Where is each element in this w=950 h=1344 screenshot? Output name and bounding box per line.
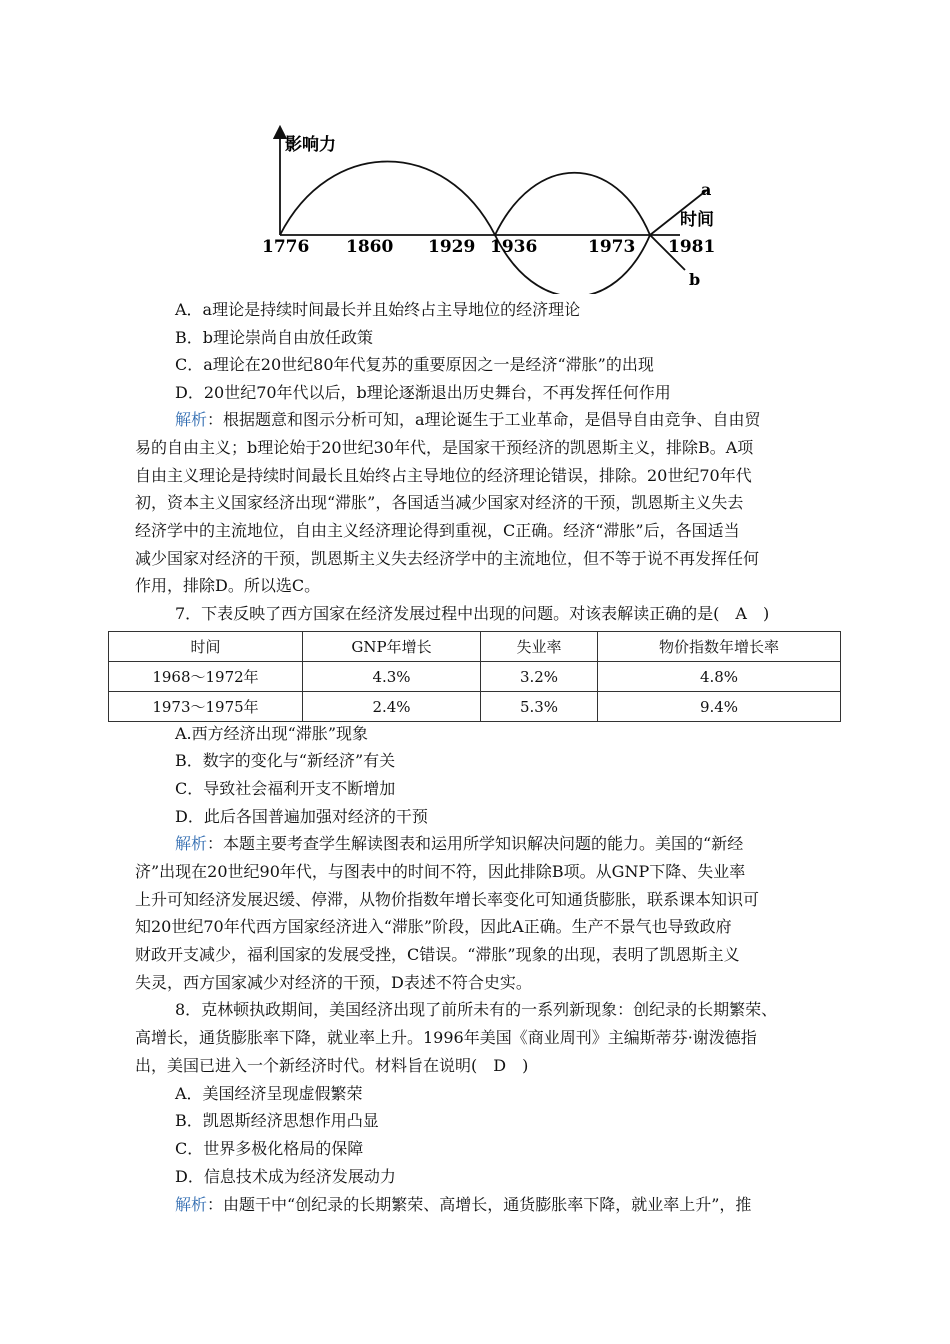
q7-analysis-line: 财政开支减少，福利国家的发展受挫，C错误。“滞胀”现象的出现，表明了凯恩斯主义	[135, 945, 740, 964]
q6-option-a: A．a理论是持续时间最长并且始终占主导地位的经济理论	[175, 300, 581, 319]
q7-option-b: B．数字的变化与“新经济”有关	[175, 751, 396, 770]
q6-analysis-label: 解析	[175, 410, 208, 429]
q8-option-a: A．美国经济呈现虚假繁荣	[175, 1084, 363, 1103]
q6-option-d: D．20世纪70年代以后，b理论逐渐退出历史舞台，不再发挥任何作用	[175, 383, 671, 402]
year-tick-1936: 1936	[490, 237, 538, 257]
table-cell: 4.3%	[303, 662, 481, 692]
q7-data-table	[108, 631, 841, 722]
q7-analysis-line: 上升可知经济发展迟缓、停滞，从物价指数年增长率变化可知通货膨胀，联系课本知识可	[135, 890, 760, 909]
table-row	[109, 692, 841, 722]
curve-a	[280, 162, 707, 236]
q6-analysis-line: 初，资本主义国家经济出现“滞胀”，各国适当减少国家对经济的干预，凯恩斯主义失去	[135, 493, 744, 512]
influence-chart	[255, 122, 735, 294]
x-axis-label: 时间	[680, 210, 714, 230]
table-header-cell: 失业率	[481, 632, 598, 662]
q7-analysis-line: 解析：本题主要考查学生解读图表和运用所学知识解决问题的能力。美国的“新经	[175, 834, 744, 853]
q6-option-b: B．b理论崇尚自由放任政策	[175, 328, 374, 347]
q6-analysis-line: 经济学中的主流地位，自由主义经济理论得到重视，C正确。经济“滞胀”后，各国适当	[135, 521, 740, 540]
q7-analysis-line: 济”出现在20世纪90年代，与图表中的时间不符，因此排除B项。从GNP下降、失业率	[135, 862, 746, 881]
year-tick-1860: 1860	[346, 237, 394, 257]
table-header-cell: 物价指数年增长率	[598, 632, 841, 662]
q7-option-c: C．导致社会福利开支不断增加	[175, 779, 396, 798]
y-axis-label: 影响力	[285, 135, 336, 155]
q7-option-a: A.西方经济出现“滞胀”现象	[175, 724, 369, 743]
q7-option-d: D．此后各国普遍加强对经济的干预	[175, 807, 428, 826]
q8-option-d: D．信息技术成为经济发展动力	[175, 1167, 396, 1186]
q8-option-b: B．凯恩斯经济思想作用凸显	[175, 1111, 379, 1130]
q6-analysis-line: 作用，排除D。所以选C。	[135, 576, 321, 595]
table-cell: 5.3%	[481, 692, 598, 722]
q6-analysis-line: 减少国家对经济的干预，凯恩斯主义失去经济学中的主流地位，但不等于说不再发挥任何	[135, 549, 760, 568]
q8-option-c: C．世界多极化格局的保障	[175, 1139, 364, 1158]
table-cell: 2.4%	[303, 692, 481, 722]
table-header-row	[109, 632, 841, 662]
q6-analysis-line: 自由主义理论是持续时间最长且始终占主导地位的经济理论错误，排除。20世纪70年代	[135, 466, 752, 485]
q7-analysis-line: 知20世纪70年代西方国家经济进入“滞胀”阶段，因此A正确。生产不景气也导致政府	[135, 917, 732, 936]
q8-stem-line: 高增长，通货膨胀率下降，就业率上升。1996年美国《商业周刊》主编斯蒂芬·谢泼德指	[135, 1028, 757, 1047]
table-cell: 1968～1972年	[109, 662, 303, 692]
q6-analysis-line: 易的自由主义；b理论始于20世纪30年代，是国家干预经济的凯恩斯主义，排除B。A项	[135, 438, 754, 457]
table-cell: 4.8%	[598, 662, 841, 692]
q7-analysis-line: 失灵，西方国家减少对经济的干预，D表述不符合史实。	[135, 973, 532, 992]
q8-stem-line: 8．克林顿执政期间，美国经济出现了前所未有的一系列新现象：创纪录的长期繁荣、	[175, 1000, 778, 1019]
q6-analysis-line: 解析：根据题意和图示分析可知，a理论诞生于工业革命，是倡导自由竞争、自由贸	[175, 410, 761, 429]
table-cell: 3.2%	[481, 662, 598, 692]
table-cell: 1973～1975年	[109, 692, 303, 722]
table-cell: 9.4%	[598, 692, 841, 722]
table-header-cell: GNP年增长	[303, 632, 481, 662]
curve-b-label: b	[689, 270, 701, 289]
year-tick-1929: 1929	[428, 237, 476, 257]
year-tick-1981: 1981	[668, 237, 716, 257]
q8-stem-line: 出，美国已进入一个新经济时代。材料旨在说明( D )	[135, 1056, 529, 1075]
q6-option-c: C．a理论在20世纪80年代复苏的重要原因之一是经济“滞胀”的出现	[175, 355, 654, 374]
table-row	[109, 662, 841, 692]
curve-a-label: a	[701, 180, 712, 199]
year-tick-1776: 1776	[262, 237, 310, 257]
q8-analysis-label: 解析	[175, 1195, 208, 1214]
table-header-cell: 时间	[109, 632, 303, 662]
q8-analysis-line: 解析：由题干中“创纪录的长期繁荣、高增长，通货膨胀率下降，就业率上升”，推	[175, 1195, 752, 1214]
q7-analysis-label: 解析	[175, 834, 208, 853]
year-tick-1973: 1973	[588, 237, 636, 257]
q7-stem: 7．下表反映了西方国家在经济发展过程中出现的问题。对该表解读正确的是( A )	[175, 604, 770, 623]
